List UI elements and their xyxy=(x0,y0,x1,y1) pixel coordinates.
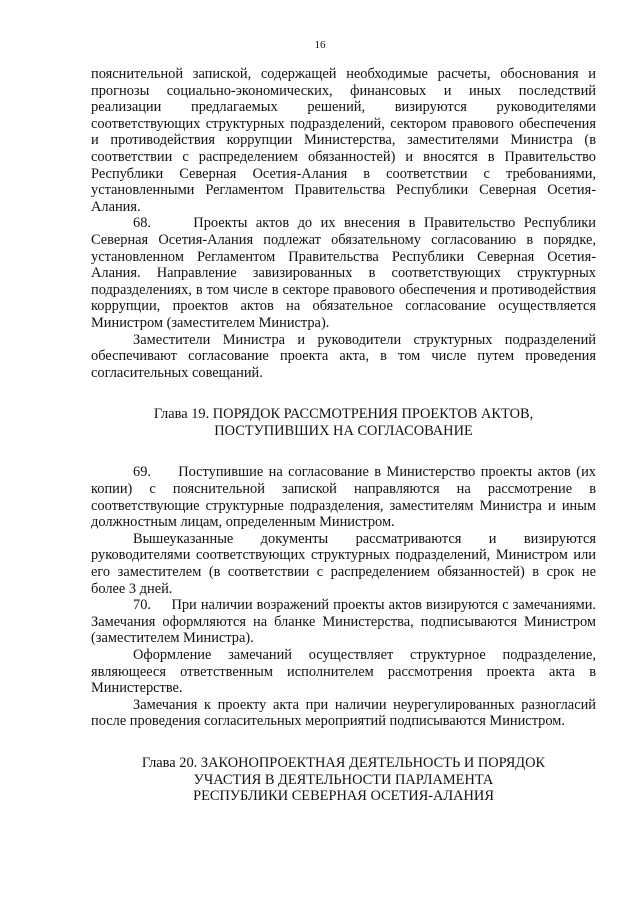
paragraph-68-deputies: Заместители Министра и руководители структурных подразделений обеспечивают согласование проекта акта, в том числе путем проведения согласительных совещаний. xyxy=(91,331,596,381)
paragraph-70-registration: Оформление замечаний осуществляет структурное подразделение, являющееся ответственным исполнителем рассмотрения проекта акта в Министерстве. xyxy=(91,647,596,697)
paragraph-68: 68. Проекты актов до их внесения в Правительство Республики Северная Осетия-Алания подлежат обязательному согласованию в порядке, установленном Регламентом Правительства Республики Северная Осетия-Алания. Направление завизированных в соответствующих структурных подразделениях, в том числе в секторе правового обеспечения и противодействия коррупции, проектов актов на обязательное согласование осуществляется Министром (заместителем Министра). xyxy=(91,215,596,331)
chapter-20-heading-line: Глава 20. ЗАКОНОПРОЕКТНАЯ ДЕЯТЕЛЬНОСТЬ И ПОРЯДОК xyxy=(141,754,546,771)
page-number: 16 xyxy=(314,39,326,51)
chapter-19-heading-line: Глава 19. ПОРЯДОК РАССМОТРЕНИЯ ПРОЕКТОВ АКТОВ, xyxy=(153,406,534,423)
paragraph-69: 69. Поступившие на согласование в Министерство проекты актов (их копии) с пояснительной запиской направляются на рассмотрение в соответствующие структурные подразделения, заместителям Министра и иным должностным лицам, определенным Министром. xyxy=(91,464,596,531)
paragraph-70-remarks: Замечания к проекту акта при наличии неурегулированных разногласий после проведения согласительных мероприятий подписываются Министром. xyxy=(91,696,596,730)
chapter-19-heading-line: ПОСТУПИВШИХ НА СОГЛАСОВАНИЕ xyxy=(214,422,473,439)
paragraph-continuation: пояснительной запиской, содержащей необходимые расчеты, обоснования и прогнозы социально-экономических, финансовых и иных последствий реализации предлагаемых решений, визируются руководителями соответствующих структурных подразделений, сектором правового обеспечения и противодействия коррупции Министерства, заместителями Министра (в соответствии с распределением обязанностей) и вносятся в Правительство Республики Северная Осетия-Алания в соответствии с требованиями, установленными Регламентом Правительства Республики Северная Осетия-Алания. xyxy=(91,66,596,215)
paragraph-70: 70. При наличии возражений проекты актов визируются с замечаниями. Замечания оформляются на бланке Министерства, подписываются Министром (заместителем Министра). xyxy=(91,597,596,647)
paragraph-69-documents: Вышеуказанные документы рассматриваются и визируются руководителями соответствующих структурных подразделений, Министром или его заместителем (в соответствии с распределением обязанностей) в срок не более 3 дней. xyxy=(91,530,596,597)
chapter-19-heading xyxy=(91,406,596,439)
chapter-20-heading-line: УЧАСТИЯ В ДЕЯТЕЛЬНОСТИ ПАРЛАМЕНТА xyxy=(193,771,494,788)
chapter-20-heading-line: РЕСПУБЛИКИ СЕВЕРНАЯ ОСЕТИЯ-АЛАНИЯ xyxy=(193,788,494,805)
document-body xyxy=(91,66,596,805)
chapter-20-heading xyxy=(91,755,596,805)
